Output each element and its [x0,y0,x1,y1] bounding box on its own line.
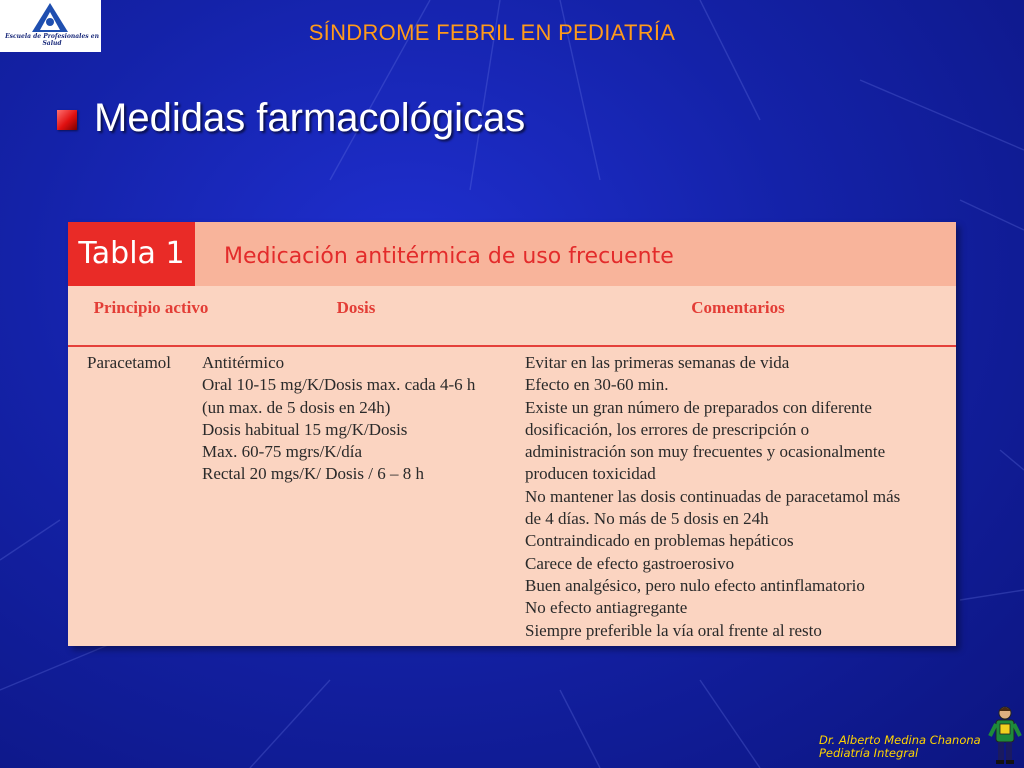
comentario-line: Evitar en las primeras semanas de vida [525,353,790,372]
medication-table [68,222,956,646]
comentario-line: No mantener las dosis continuadas de paracetamol más [525,486,901,506]
dosis-line: Oral 10-15 mg/K/Dosis max. cada 4-6 h [202,375,476,395]
table-number-tag: Tabla 1 [68,222,195,286]
comentario-line: de 4 días. No más de 5 dosis en 24h [525,509,769,529]
column-header-principio: Principio activo [93,298,209,317]
comentario-line: Existe un gran número de preparados con diferente [525,397,872,417]
cell-comentarios [525,352,900,642]
author-name: Dr. Alberto Medina Chanona [819,733,981,747]
principio-text: Paracetamol [87,353,172,372]
column-header-comentarios: Comentarios [691,298,785,317]
dosis-line: (un max. de 5 dosis en 24h) [202,397,391,417]
slide-title: SÍNDROME FEBRIL EN PEDIATRÍA [308,20,676,45]
doctor-figure-icon [988,704,1022,766]
dosis-line: Dosis habitual 15 mg/K/Dosis [202,419,408,439]
slide-heading: Medidas farmacológicas [94,96,526,140]
author-credit [819,734,981,760]
logo-text: Escuela de Profesionales en Salud [5,33,99,47]
comentario-line: dosificación, los errores de prescripción o [525,419,810,439]
cell-principio [87,352,171,374]
dosis-line: Max. 60-75 mgrs/K/día [202,442,363,462]
header-divider [68,345,956,347]
comentario-line: Efecto en 30-60 min. [525,375,669,395]
comentario-line: administración son muy frecuentes y ocasionalmente [525,442,886,462]
bullet-square-icon [57,110,77,130]
column-header-dosis: Dosis [336,298,376,317]
comentario-line: Buen analgésico, pero nulo efecto antinflamatorio [525,575,865,595]
comentario-line: Carece de efecto gastroerosivo [525,553,735,573]
cell-dosis [202,352,475,486]
dosis-line: Antitérmico [202,353,285,372]
author-subtitle: Pediatría Integral [819,746,919,760]
comentario-line: producen toxicidad [525,464,656,484]
comentario-line: Siempre preferible la vía oral frente al resto [525,620,822,640]
comentario-line: No efecto antiagregante [525,598,688,618]
comentario-line: Contraindicado en problemas hepáticos [525,531,794,551]
table-caption: Medicación antitérmica de uso frecuente [224,244,674,269]
dosis-line: Rectal 20 mgs/K/ Dosis / 6 – 8 h [202,464,424,484]
